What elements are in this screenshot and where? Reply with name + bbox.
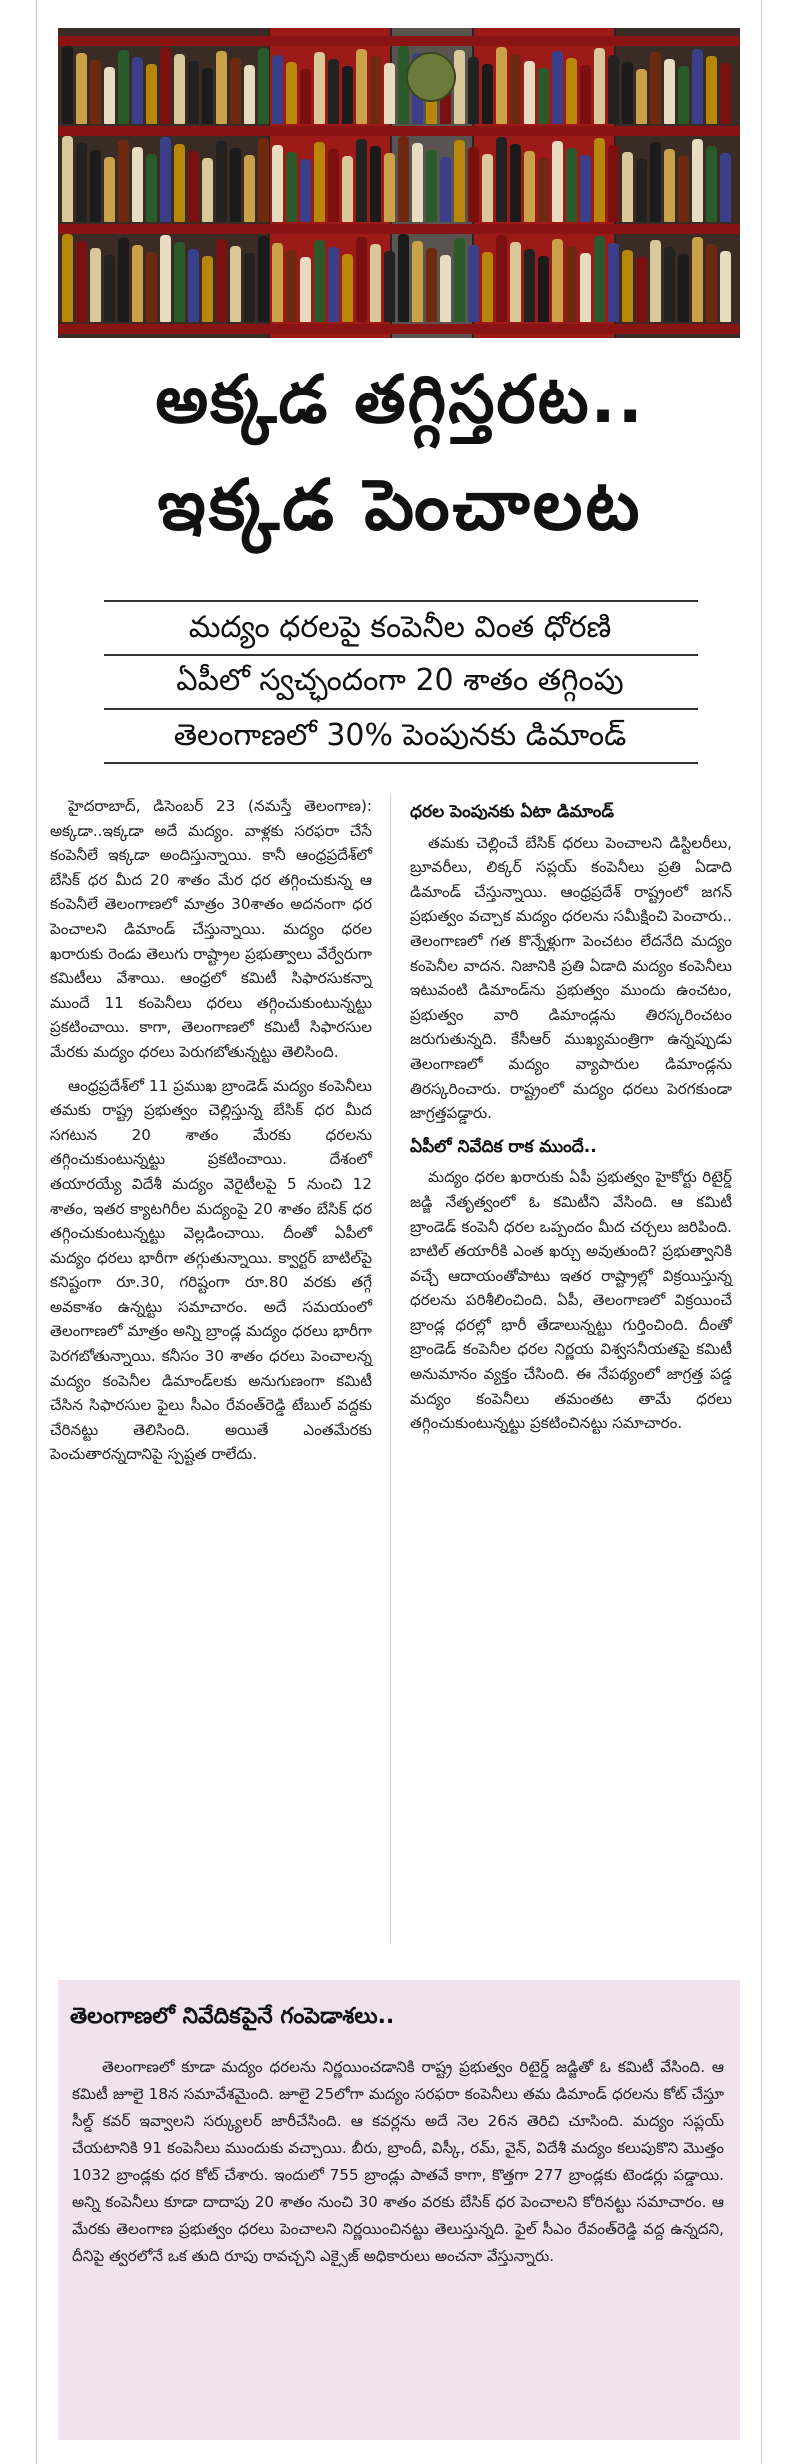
bottle [328, 247, 339, 322]
bottle [720, 251, 731, 322]
bottle [678, 254, 689, 322]
bottle [622, 152, 633, 222]
bottle [412, 143, 423, 222]
body-paragraph: తమకు చెల్లించే బేసిక్ ధరలు పెంచాలని డిస్టిలరీలు, బ్రూవరీలు, లిక్కర్ సప్లయ్ కంపెనీలు ప్రతి ఏడాది డిమాండ్ చేస్తున్నాయి. ఆంధ్రప్రదేశ్ రాష్ట్రంలో జగన్ ప్రభుత్వం వచ్చాక మద్యం ధరలను సమీక్షించి పెంచారు.. తెలంగాణలో గత కొన్నేళ్లుగా పెంచటం లేదనేది మద్యం కంపెనీల వాదన. నిజానికి ప్రతి ఏడాది మద్యం కంపెనీలు ఇటువంటి డిమాండ్‌ను ప్రభుత్వం ముందు ఉంచటం, ప్రభుత్వం వారి డిమాండ్లను తిరస్కరించటం జరుగుతున్నది. కేసీఆర్ ముఖ్యమంత్రిగా ఉన్నప్పుడు తెలంగాణలో మద్యం వ్యాపారుల డిమాండ్లను తిరస్కరించారు. రాష్ట్రంలో మద్యం ధరలు పెరగకుండా జాగ్రత్తపడ్డారు. [410, 833, 732, 1123]
bottle [706, 56, 717, 124]
bottle [62, 136, 73, 222]
bottle [608, 145, 619, 222]
body-paragraph: మద్యం ధరల ఖరారుకు ఏపీ ప్రభుత్వం హైకోర్టు రిటైర్డ్ జడ్జి నేతృత్వంలో ఓ కమిటీని వేసింది. ఆ కమిటీ బ్రాండెడ్ కంపెనీ ధరల ఒప్పందం మీద చర్చలు జరిపింది. బాటిల్ తయారీకి ఎంత ఖర్చు అవుతుంది? ప్రభుత్వానికి వచ్చే ఆదాయంతోపాటు ఇతర రాష్ట్రాల్లో విక్రయిస్తున్న ధరలను పరిశీలించింది. ఏపీ, తెలంగాణలో విక్రయించే బ్రాండ్ల ధరల్లో భారీ తేడాలున్నట్టు గుర్తించింది. దీంతో బ్రాండెడ్ కంపెనీల ధరల నిర్ణయ విశ్వసనీయతపై కమిటీ అనుమానం వ్యక్తం చేసింది. ఈ నేపథ్యంలో జాగ్రత్త పడ్డ మద్యం కంపెనీలు తమంతట తామే ధరలు తగ్గించుకుంటున్నట్టు ప్రకటించినట్టు సమాచారం. [410, 1168, 732, 1433]
bottle [174, 242, 185, 322]
bottle [160, 235, 171, 322]
bottle [202, 158, 213, 222]
bottle [314, 52, 325, 124]
emblem-icon [406, 52, 456, 102]
bottle [272, 243, 283, 322]
bottle [258, 138, 269, 222]
deck-divider [104, 762, 698, 764]
bottle [272, 145, 283, 222]
deck-line-3: తెలంగాణలో 30% పెంపునకు డిమాండ్ [173, 718, 627, 753]
bottle [636, 69, 647, 124]
bottle [538, 68, 549, 124]
bottle [300, 257, 311, 322]
bottle [132, 57, 143, 124]
bottle [384, 63, 395, 124]
bottle [566, 58, 577, 124]
bottle [272, 55, 283, 124]
box-heading: తెలంగాణలో నివేదికపైనే గంపెడాశలు.. [70, 2004, 395, 2029]
bottle [188, 249, 199, 322]
bottle [454, 50, 465, 124]
subheading: ఏపీలో నివేదిక రాక ముందే.. [410, 1136, 597, 1157]
bottle [62, 46, 73, 124]
bottle [118, 50, 129, 124]
bottle [216, 51, 227, 124]
bottle [384, 153, 395, 222]
bottle [496, 235, 507, 322]
bottle [482, 154, 493, 222]
bottle [146, 64, 157, 124]
bottle [314, 142, 325, 222]
subheading: ధరల పెంపునకు ఏటా డిమాండ్ [410, 802, 614, 822]
bottle [440, 157, 451, 222]
bottle [636, 159, 647, 222]
bottle [356, 139, 367, 222]
liquor-shelf-photo [58, 28, 740, 338]
bottle [692, 139, 703, 222]
bottle [482, 64, 493, 124]
bottle [258, 48, 269, 124]
bottle [440, 255, 451, 322]
bottle [398, 234, 409, 322]
bottle [538, 158, 549, 222]
bottle [608, 243, 619, 322]
bottle [76, 143, 87, 222]
deck-divider [104, 600, 698, 602]
headline-line-2: ఇక్కడ పెంచాలట [157, 464, 643, 546]
bottle [216, 239, 227, 322]
bottle [482, 252, 493, 322]
bottle [510, 54, 521, 124]
bottle [244, 65, 255, 124]
bottle [594, 48, 605, 124]
bottle [538, 256, 549, 322]
column-divider [390, 794, 391, 1944]
bottle [104, 255, 115, 322]
bottle [678, 156, 689, 222]
bottle [580, 155, 591, 222]
bottle [370, 244, 381, 322]
bottle [594, 138, 605, 222]
bottle [90, 60, 101, 124]
shelf-board [58, 36, 740, 46]
bottle [286, 250, 297, 322]
bottle [720, 63, 731, 124]
bottle [76, 53, 87, 124]
bottle [90, 248, 101, 322]
bottle [174, 144, 185, 222]
bottle [62, 234, 73, 322]
bottle [244, 155, 255, 222]
bottle [188, 151, 199, 222]
bottle [216, 141, 227, 222]
bottle [566, 148, 577, 222]
bottle [384, 251, 395, 322]
bottle [510, 144, 521, 222]
bottle [132, 245, 143, 322]
bottle [496, 47, 507, 124]
bottle [104, 67, 115, 124]
bottle [286, 62, 297, 124]
bottle [398, 136, 409, 222]
bottle [188, 61, 199, 124]
headline-line-1: అక్కడ తగ్గిస్తరట.. [155, 361, 645, 438]
bottle [468, 147, 479, 222]
bottle [692, 237, 703, 322]
bottle [76, 241, 87, 322]
bottle [356, 49, 367, 124]
bottle [524, 249, 535, 322]
bottle [664, 149, 675, 222]
bottle [286, 152, 297, 222]
bottle [636, 257, 647, 322]
bottle [342, 156, 353, 222]
bottle [552, 51, 563, 124]
bottle [118, 140, 129, 222]
bottle [160, 137, 171, 222]
bottle [104, 157, 115, 222]
bottle [720, 153, 731, 222]
bottle [146, 154, 157, 222]
sidebar-box [58, 1980, 740, 2440]
shelf-board [58, 126, 740, 136]
bottle [300, 69, 311, 124]
bottle [580, 65, 591, 124]
bottle [552, 141, 563, 222]
bottle [650, 142, 661, 222]
deck-line-2: ఏపీలో స్వచ్ఛందంగా 20 శాతం తగ్గింపు [176, 663, 624, 698]
bottle [328, 59, 339, 124]
bottle [580, 253, 591, 322]
shelf-board [58, 324, 740, 334]
bottle [468, 245, 479, 322]
bottle [202, 68, 213, 124]
bottle [664, 59, 675, 124]
bottle [244, 253, 255, 322]
bottle [678, 66, 689, 124]
bottle [370, 56, 381, 124]
deck-divider [104, 708, 698, 710]
bottle [174, 54, 185, 124]
bottle [566, 246, 577, 322]
bottle [426, 248, 437, 322]
bottle [132, 147, 143, 222]
bottle [258, 236, 269, 322]
deck-line-1: మద్యం ధరలపై కంపెనీల వింత ధోరణి [188, 610, 612, 645]
bottle [300, 159, 311, 222]
bottle [328, 149, 339, 222]
bottle [468, 57, 479, 124]
bottle [202, 256, 213, 322]
bottle [412, 241, 423, 322]
bottle [622, 250, 633, 322]
left-column [50, 794, 372, 1476]
bottle [230, 148, 241, 222]
bottle [314, 240, 325, 322]
right-column [410, 794, 732, 1445]
body-paragraph: ఆంధ్రప్రదేశ్‌లో 11 ప్రముఖ బ్రాండెడ్ మద్యం కంపెనీలు తమకు రాష్ట్ర ప్రభుత్వం చెల్లిస్తున్న బేసిక్ ధర మీద సగటున 20 శాతం మేరకు ధరలను తగ్గించుకుంటున్నట్టు ప్రకటించాయి. దేశంలో తయారయ్యే విదేశీ మద్యం వెరైటీలపై 5 నుంచి 12 శాతం, ఇతర క్యాటగిరీల మద్యంపై 20 శాతం బేసిక్ ధర తగ్గించుకుంటున్నట్టు వెల్లడించాయి. దీంతో ఏపీలో మద్యం ధరలు భారీగా తగ్గుతున్నాయి. క్వార్టర్ బాటిల్‌పై కనిష్టంగా రూ.30, గరిష్టంగా రూ.80 వరకు తగ్గే అవకాశం ఉన్నట్టు సమాచారం. అదే సమయంలో తెలంగాణలో మాత్రం అన్ని బ్రాండ్ల మద్యం ధరలు భారీగా పెరగబోతున్నాయి. కనీసం 30 శాతం ధరలు పెంచాలన్న మద్యం కంపెనీల డిమాండ్‌లకు అనుగుణంగా కమిటీ చేసిన సిఫారసుల ఫైలు సీఎం రేవంత్‌రెడ్డి టేబుల్ వద్దకు చేరినట్టు తెలిసింది. అయితే ఎంతమేరకు పెంచుతారన్నదానిపై స్పష్టత రాలేదు. [50, 1076, 372, 1464]
bottle [230, 58, 241, 124]
bottle [650, 52, 661, 124]
bottle [664, 247, 675, 322]
bottle [524, 61, 535, 124]
bottle [454, 140, 465, 222]
bottle [552, 239, 563, 322]
bottle [90, 150, 101, 222]
bottle [454, 238, 465, 322]
bottle [510, 242, 521, 322]
bottle [496, 137, 507, 222]
bottle [230, 246, 241, 322]
bottle [118, 238, 129, 322]
bottle [622, 62, 633, 124]
bottle [160, 47, 171, 124]
body-paragraph: హైదరాబాద్, డిసెంబర్ 23 (నమస్తే తెలంగాణ): అక్కడా..ఇక్కడా అదే మద్యం. వాళ్లకు సరఫరా చేసే కంపెనీలే ఇక్కడా అందిస్తున్నాయి. కానీ ఆంధ్రప్రదేశ్‌లో బేసిక్ ధర మీద 20 శాతం మేర ధర తగ్గించుకున్న ఆ కంపెనీలే తెలంగాణలో మాత్రం 30శాతం అదనంగా ధర పెంచాలని డిమాండ్ చేస్తున్నాయి. మద్యం ధరల ఖరారుకు రెండు తెలుగు రాష్ట్రాల ప్రభుత్వాలు వేర్వేరుగా కమిటీలు వేశాయి. ఆంధ్రలో కమిటీ సిఫారసుకన్నా ముందే 11 కంపెనీలు ధరలు తగ్గించుకుంటున్నట్టు ప్రకటించాయి. కాగా, తెలంగాణలో కమిటీ సిఫారసుల మేరకు మద్యం ధరలు పెరుగబోతున్నట్టు తెలిసింది. [50, 797, 372, 1061]
bottle [146, 252, 157, 322]
bottle [370, 146, 381, 222]
bottle [524, 151, 535, 222]
box-paragraph: తెలంగాణలో కూడా మద్యం ధరలను నిర్ణయించడానికి రాష్ట్ర ప్రభుత్వం రిటైర్డ్ జడ్జితో ఓ కమిటీ వేసింది. ఆ కమిటీ జూలై 18న సమావేశమైంది. జూలై 25లోగా మద్యం సరఫరా కంపెనీలు తమ డిమాండ్ ధరలను కోట్ చేస్తూ సీల్డ్ కవర్ ఇవ్వాలని సర్క్యులర్ జారీచేసింది. ఆ కవర్లను అదే నెల 26న తెరిచి చూసింది. మద్యం సప్లయ్ చేయటానికి 91 కంపెనీలు ముందుకు వచ్చాయి. బీరు, బ్రాందీ, విస్కీ, రమ్, వైన్, విదేశీ మద్యం కలుపుకొని మొత్తం 1032 బ్రాండ్లకు ధర కోట్ చేశారు. ఇందులో 755 బ్రాండ్లు పాతవే కాగా, కొత్తగా 277 బ్రాండ్లకు టెండర్లు పడ్డాయి. అన్ని కంపెనీలు కూడా దాదాపు 20 శాతం నుంచి 30 శాతం వరకు బేసిక్ ధర పెంచాలని కోరినట్టు సమాచారం. ఆ మేరకు తెలంగాణ ప్రభుత్వం ధరలు పెంచాలని నిర్ణయించినట్టు తెలుస్తున్నది. ఫైల్ సీఎం రేవంత్‌రెడ్డి వద్ద ఉన్నదని, దీనిపై త్వరలోనే ఒక తుది రూపు రావచ్చని ఎక్సైజ్ అధికారులు అంచనా వేస్తున్నారు. [72, 2058, 724, 2265]
bottle [706, 146, 717, 222]
bottle [608, 55, 619, 124]
bottle [342, 254, 353, 322]
deck-divider [104, 654, 698, 656]
bottle [594, 236, 605, 322]
bottle [342, 66, 353, 124]
shelf-board [58, 224, 740, 234]
bottle [706, 244, 717, 322]
bottle [692, 49, 703, 124]
bottle [356, 237, 367, 322]
bottle [426, 150, 437, 222]
bottle [650, 240, 661, 322]
